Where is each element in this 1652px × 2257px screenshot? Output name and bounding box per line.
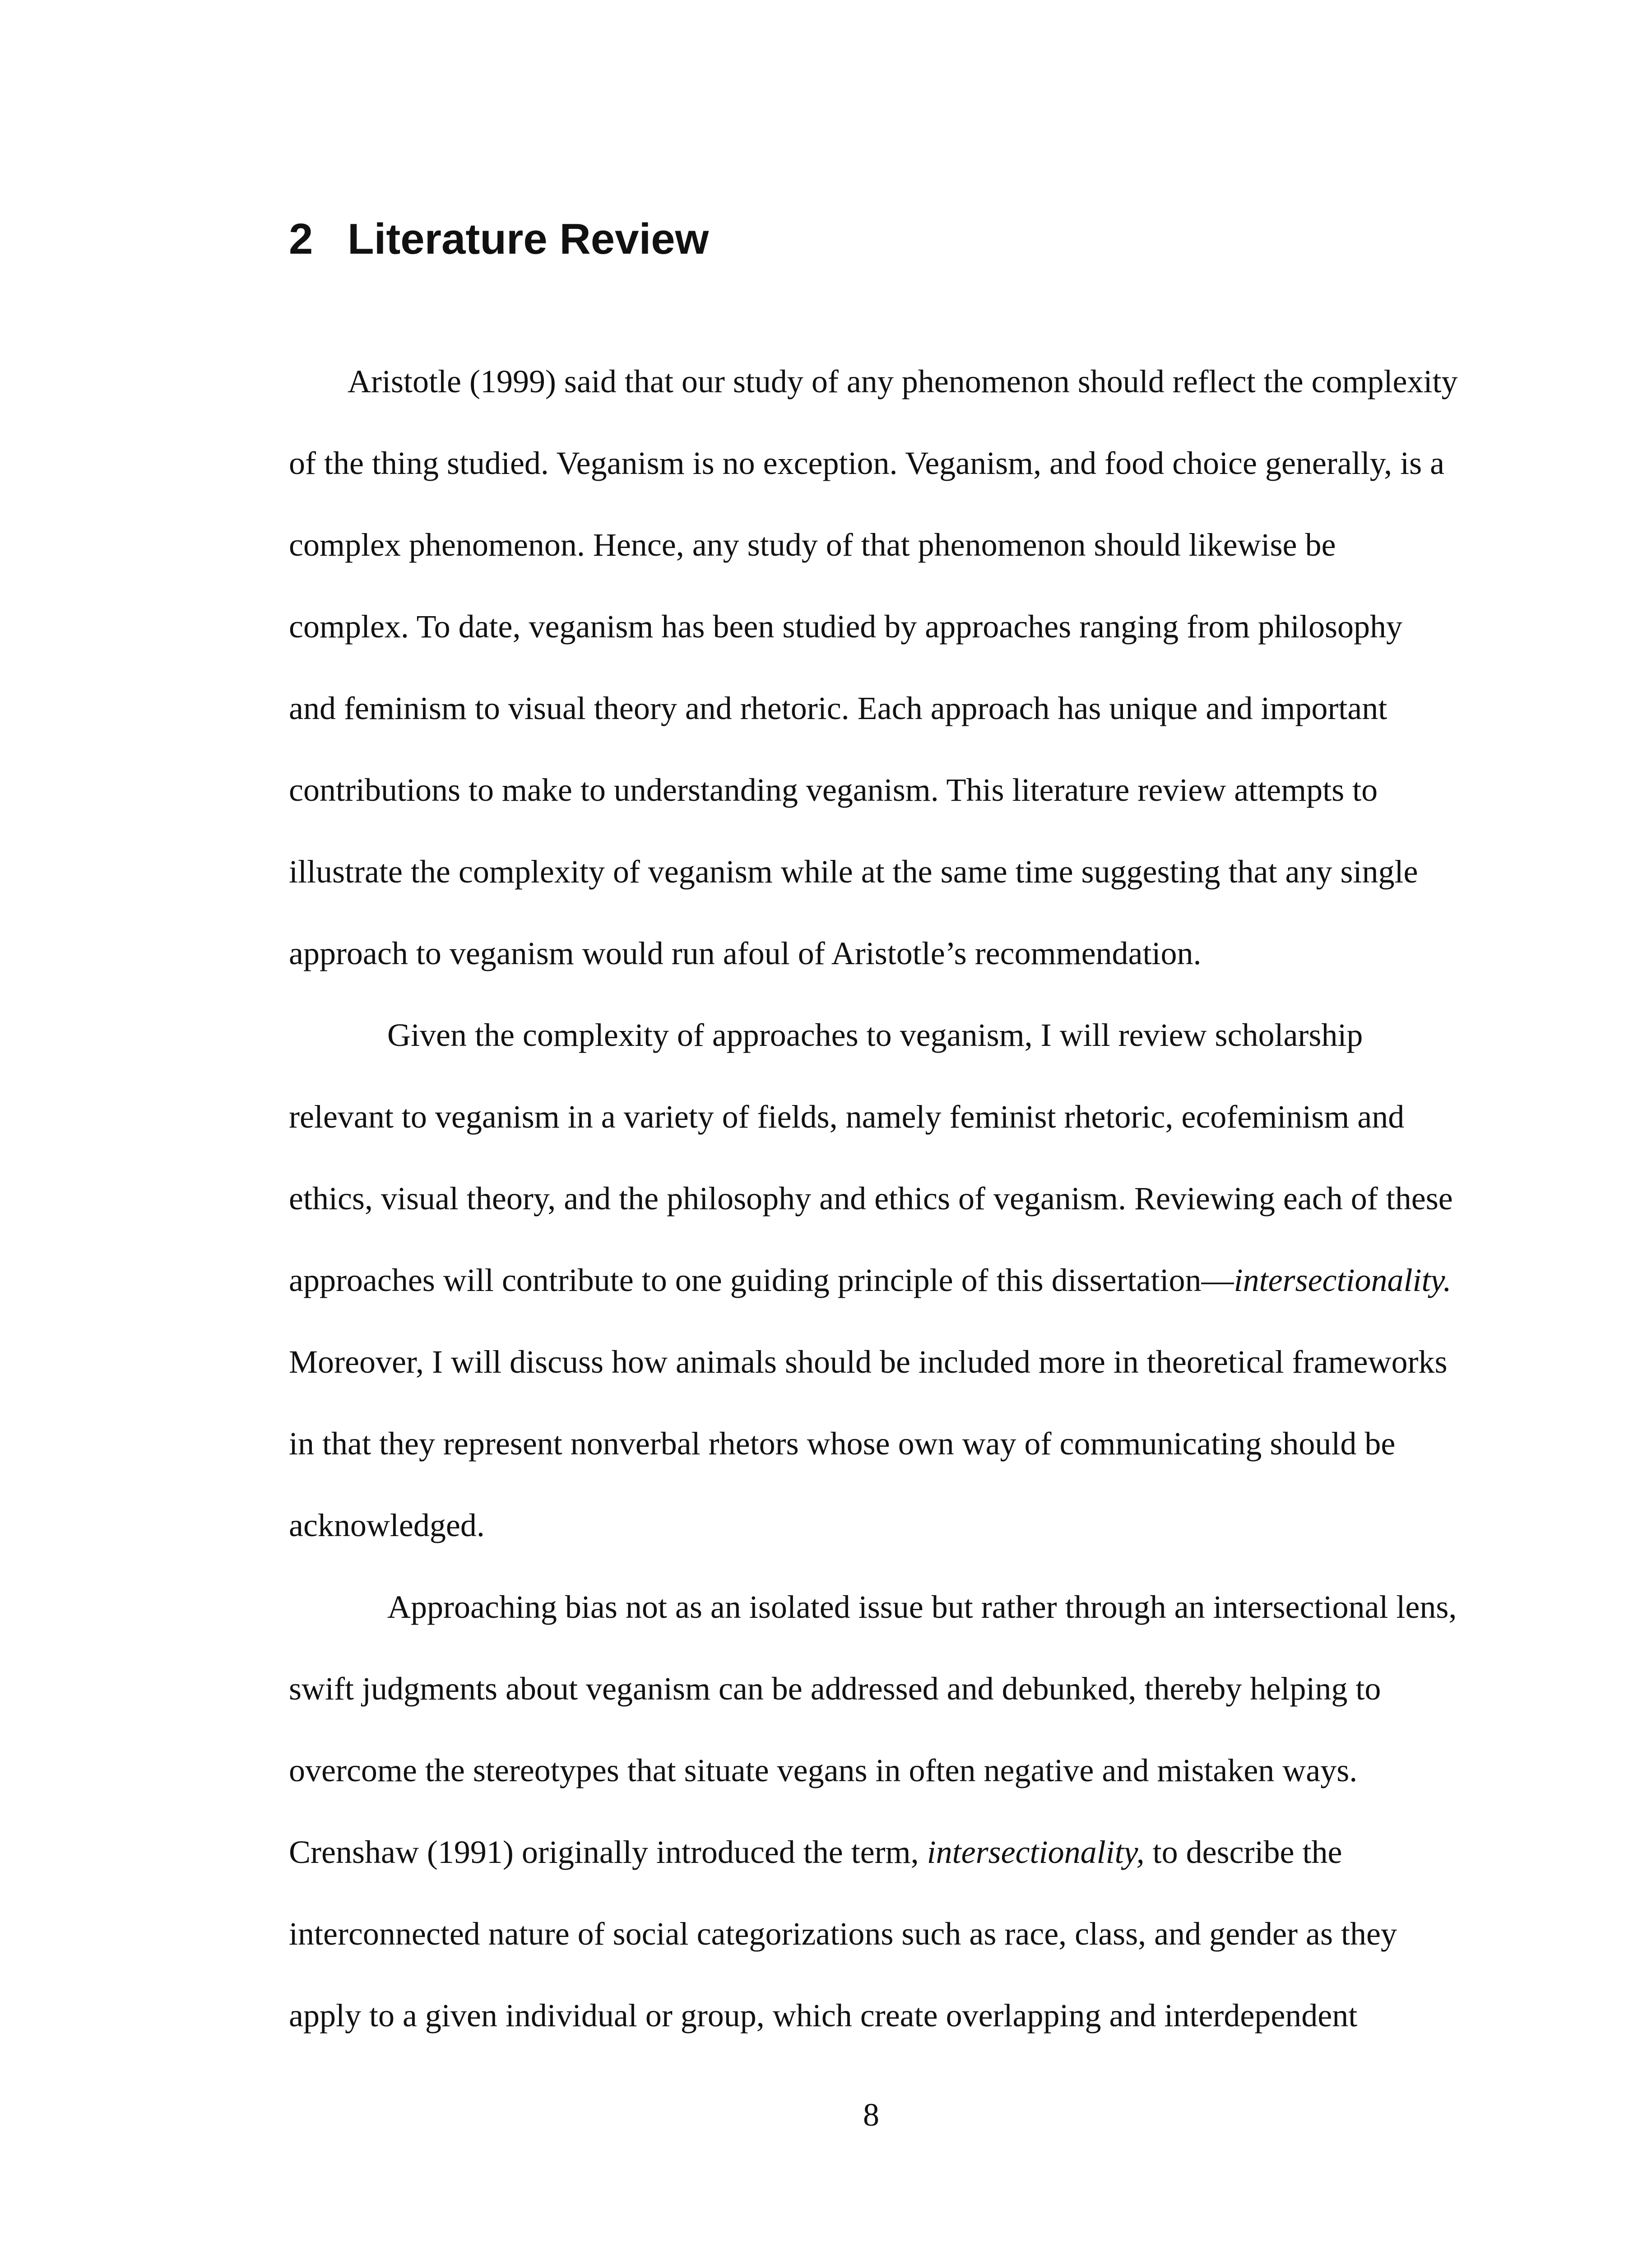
chapter-heading [289, 208, 709, 271]
emphasized-term: intersectionality. [1234, 1262, 1452, 1298]
text-line [289, 1240, 1452, 1321]
text-line: complex. To date, veganism has been studied by approaches ranging from philosophy [289, 608, 1403, 645]
text-line: apply to a given individual or group, which create overlapping and interdependent [289, 1997, 1358, 2034]
text-line: interconnected nature of social categorizations such as race, class, and gender as they [289, 1916, 1397, 1952]
page-number: 8 [863, 2097, 879, 2133]
text-line: of the thing studied. Veganism is no exception. Veganism, and food choice generally, is a [289, 445, 1445, 481]
text-line: contributions to make to understanding veganism. This literature review attempts to [289, 772, 1378, 808]
paragraph-3 [289, 1566, 1457, 2057]
text-line: Given the complexity of approaches to veganism, I will review scholarship [387, 1017, 1363, 1053]
text-line: relevant to veganism in a variety of fields, namely feminist rhetoric, ecofeminism and [289, 1099, 1405, 1135]
chapter-title: Literature Review [348, 215, 709, 263]
text-line: swift judgments about veganism can be addressed and debunked, thereby helping to [289, 1671, 1381, 1707]
text-line: Aristotle (1999) said that our study of any phenomenon should reflect the complexity [348, 363, 1458, 399]
text-line: approach to veganism would run afoul of Aristotle’s recommendation. [289, 935, 1202, 971]
text-segment: to describe the [1144, 1834, 1342, 1870]
emphasized-term: intersectionality, [927, 1834, 1145, 1870]
text-line: in that they represent nonverbal rhetors whose own way of communicating should be [289, 1426, 1396, 1462]
text-line: ethics, visual theory, and the philosophy and ethics of veganism. Reviewing each of these [289, 1180, 1453, 1217]
text-line: illustrate the complexity of veganism while at the same time suggesting that any single [289, 854, 1418, 890]
body-text [289, 341, 1458, 2057]
text-segment: Crenshaw (1991) originally introduced the term, [289, 1834, 927, 1870]
text-segment: approaches will contribute to one guiding principle of this dissertation— [289, 1262, 1234, 1298]
text-line [289, 1811, 1444, 1893]
paragraph-2 [289, 994, 1453, 1566]
paragraph-1 [289, 341, 1458, 994]
text-line: Moreover, I will discuss how animals should be included more in theoretical frameworks [289, 1344, 1448, 1380]
text-line: and feminism to visual theory and rhetoric. Each approach has unique and important [289, 690, 1387, 726]
chapter-number: 2 [289, 215, 313, 263]
text-line: overcome the stereotypes that situate vegans in often negative and mistaken ways. [289, 1752, 1358, 1788]
text-line: complex phenomenon. Hence, any study of that phenomenon should likewise be [289, 527, 1336, 563]
text-line: acknowledged. [289, 1507, 485, 1543]
text-line: Approaching bias not as an isolated issue but rather through an intersectional lens, [387, 1589, 1457, 1625]
